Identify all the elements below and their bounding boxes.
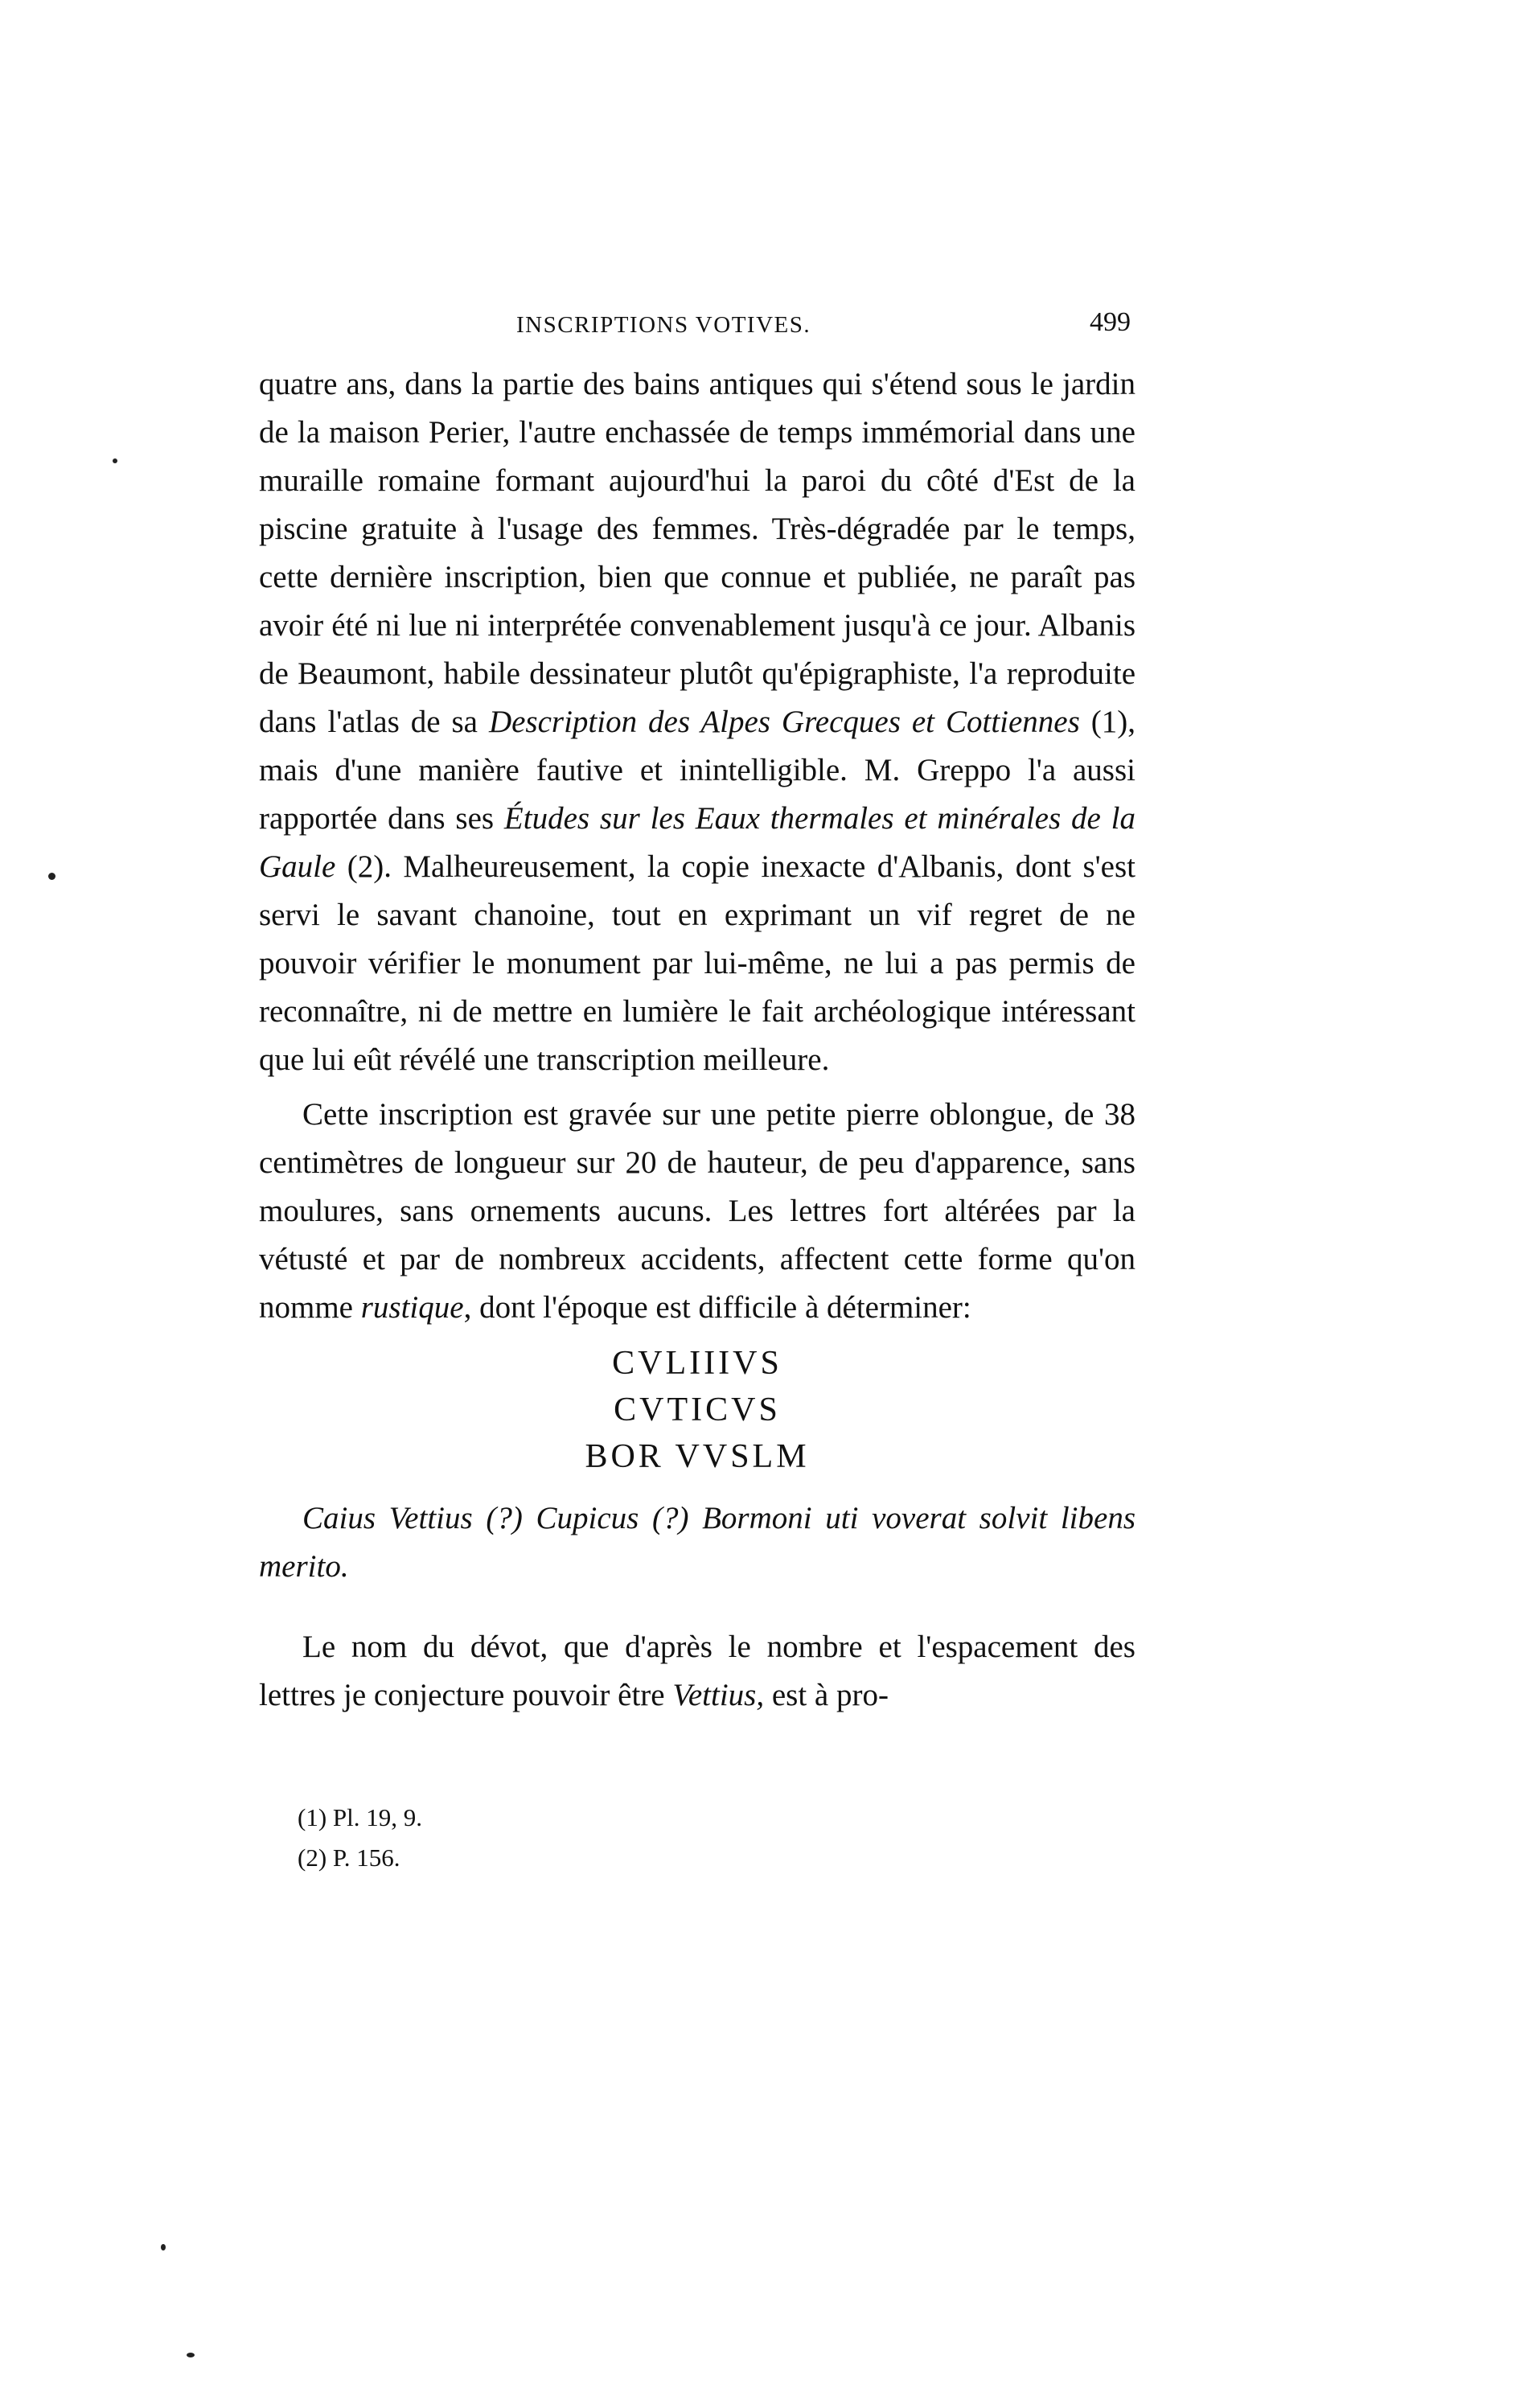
paragraph-1-text-2: (1), mais d'une manière fautive et inintelligible. M. Greppo l'a aussi rapportée dans ses — [259, 705, 1135, 836]
body-text — [259, 360, 1135, 1720]
footnote-2: (2) P. 156. — [298, 1843, 400, 1872]
paragraph-2-italic-rustique: rustique — [360, 1290, 464, 1325]
page-number: 499 — [1090, 307, 1131, 337]
paragraph-3-text-2: est à pro- — [764, 1678, 889, 1712]
paragraph-1-text-1: quatre ans, dans la partie des bains antiques qui s'étend sous le jardin de la maison Perier, l'autre enchassée de temps immémorial dans une muraille romaine formant aujourd'hui la paroi du côté d'Est de la piscine gratuite à l'usage des femmes. Très-dégradée par le temps, cette dernière inscription, bien que connue et publiée, ne paraît pas avoir été ni lue ni interprétée convenablement jusqu'à ce jour. Albanis de Beaumont, habile dessinateur plutôt qu'épigraphiste, l'a reproduite dans l'atlas de sa — [259, 367, 1135, 739]
scan-speck — [48, 873, 55, 880]
inscription-translation: Caius Vettius (?) Cupicus (?) Bormoni uti voverat solvit libens merito. — [259, 1501, 1135, 1584]
paragraph-1-title-description: Description des Alpes Grecques et Cottiennes — [488, 705, 1080, 739]
page-header — [259, 307, 1135, 344]
paragraph-1-title-etudes: Études sur les Eaux thermales et minérales de la Gaule — [259, 801, 1135, 884]
inscription-block — [259, 1340, 1135, 1480]
paragraph-1 — [259, 360, 1135, 1084]
inscription-line: CVTICVS — [614, 1391, 781, 1428]
paragraph-3 — [259, 1623, 1135, 1720]
paragraph-1-text-3: (2). Malheureusement, la copie inexacte d'Albanis, dont s'est servi le savant chanoine, tout en exprimant un vif regret de ne pouvoir vérifier le monument par lui-même, ne lui a pas permis de reconnaître, ni de mettre en lumière le fait archéologique intéressant que lui eût révélé une transcription meilleure. — [259, 849, 1135, 1077]
footnote-1: (1) Pl. 19, 9. — [298, 1803, 422, 1831]
footnotes — [298, 1798, 422, 1878]
inscription-line: CVLIIIVS — [612, 1345, 782, 1382]
paragraph-2-text-1: Cette inscription est gravée sur une petite pierre oblongue, de 38 centimètres de longueur sur 20 de hauteur, de peu d'apparence, sans moulures, sans ornements aucuns. Les lettres fort altérées par la vétusté et par de nombreux accidents, affectent cette forme qu'on nomme — [259, 1097, 1135, 1325]
paragraph-2 — [259, 1091, 1135, 1332]
scan-speck — [161, 2244, 166, 2250]
inscription-line: BOR VVSLM — [585, 1438, 810, 1475]
paragraph-3-italic-vettius: Vettius, — [672, 1678, 765, 1712]
paragraph-2-text-2: , dont l'époque est difficile à déterminer: — [463, 1290, 971, 1325]
scan-speck — [113, 458, 117, 463]
scan-speck — [187, 2353, 195, 2357]
paragraph-3-text-1: Le nom du dévot, que d'après le nombre et l'espacement des lettres je conjecture pouvoir être — [259, 1630, 1135, 1712]
running-title: INSCRIPTIONS VOTIVES. — [516, 312, 811, 338]
